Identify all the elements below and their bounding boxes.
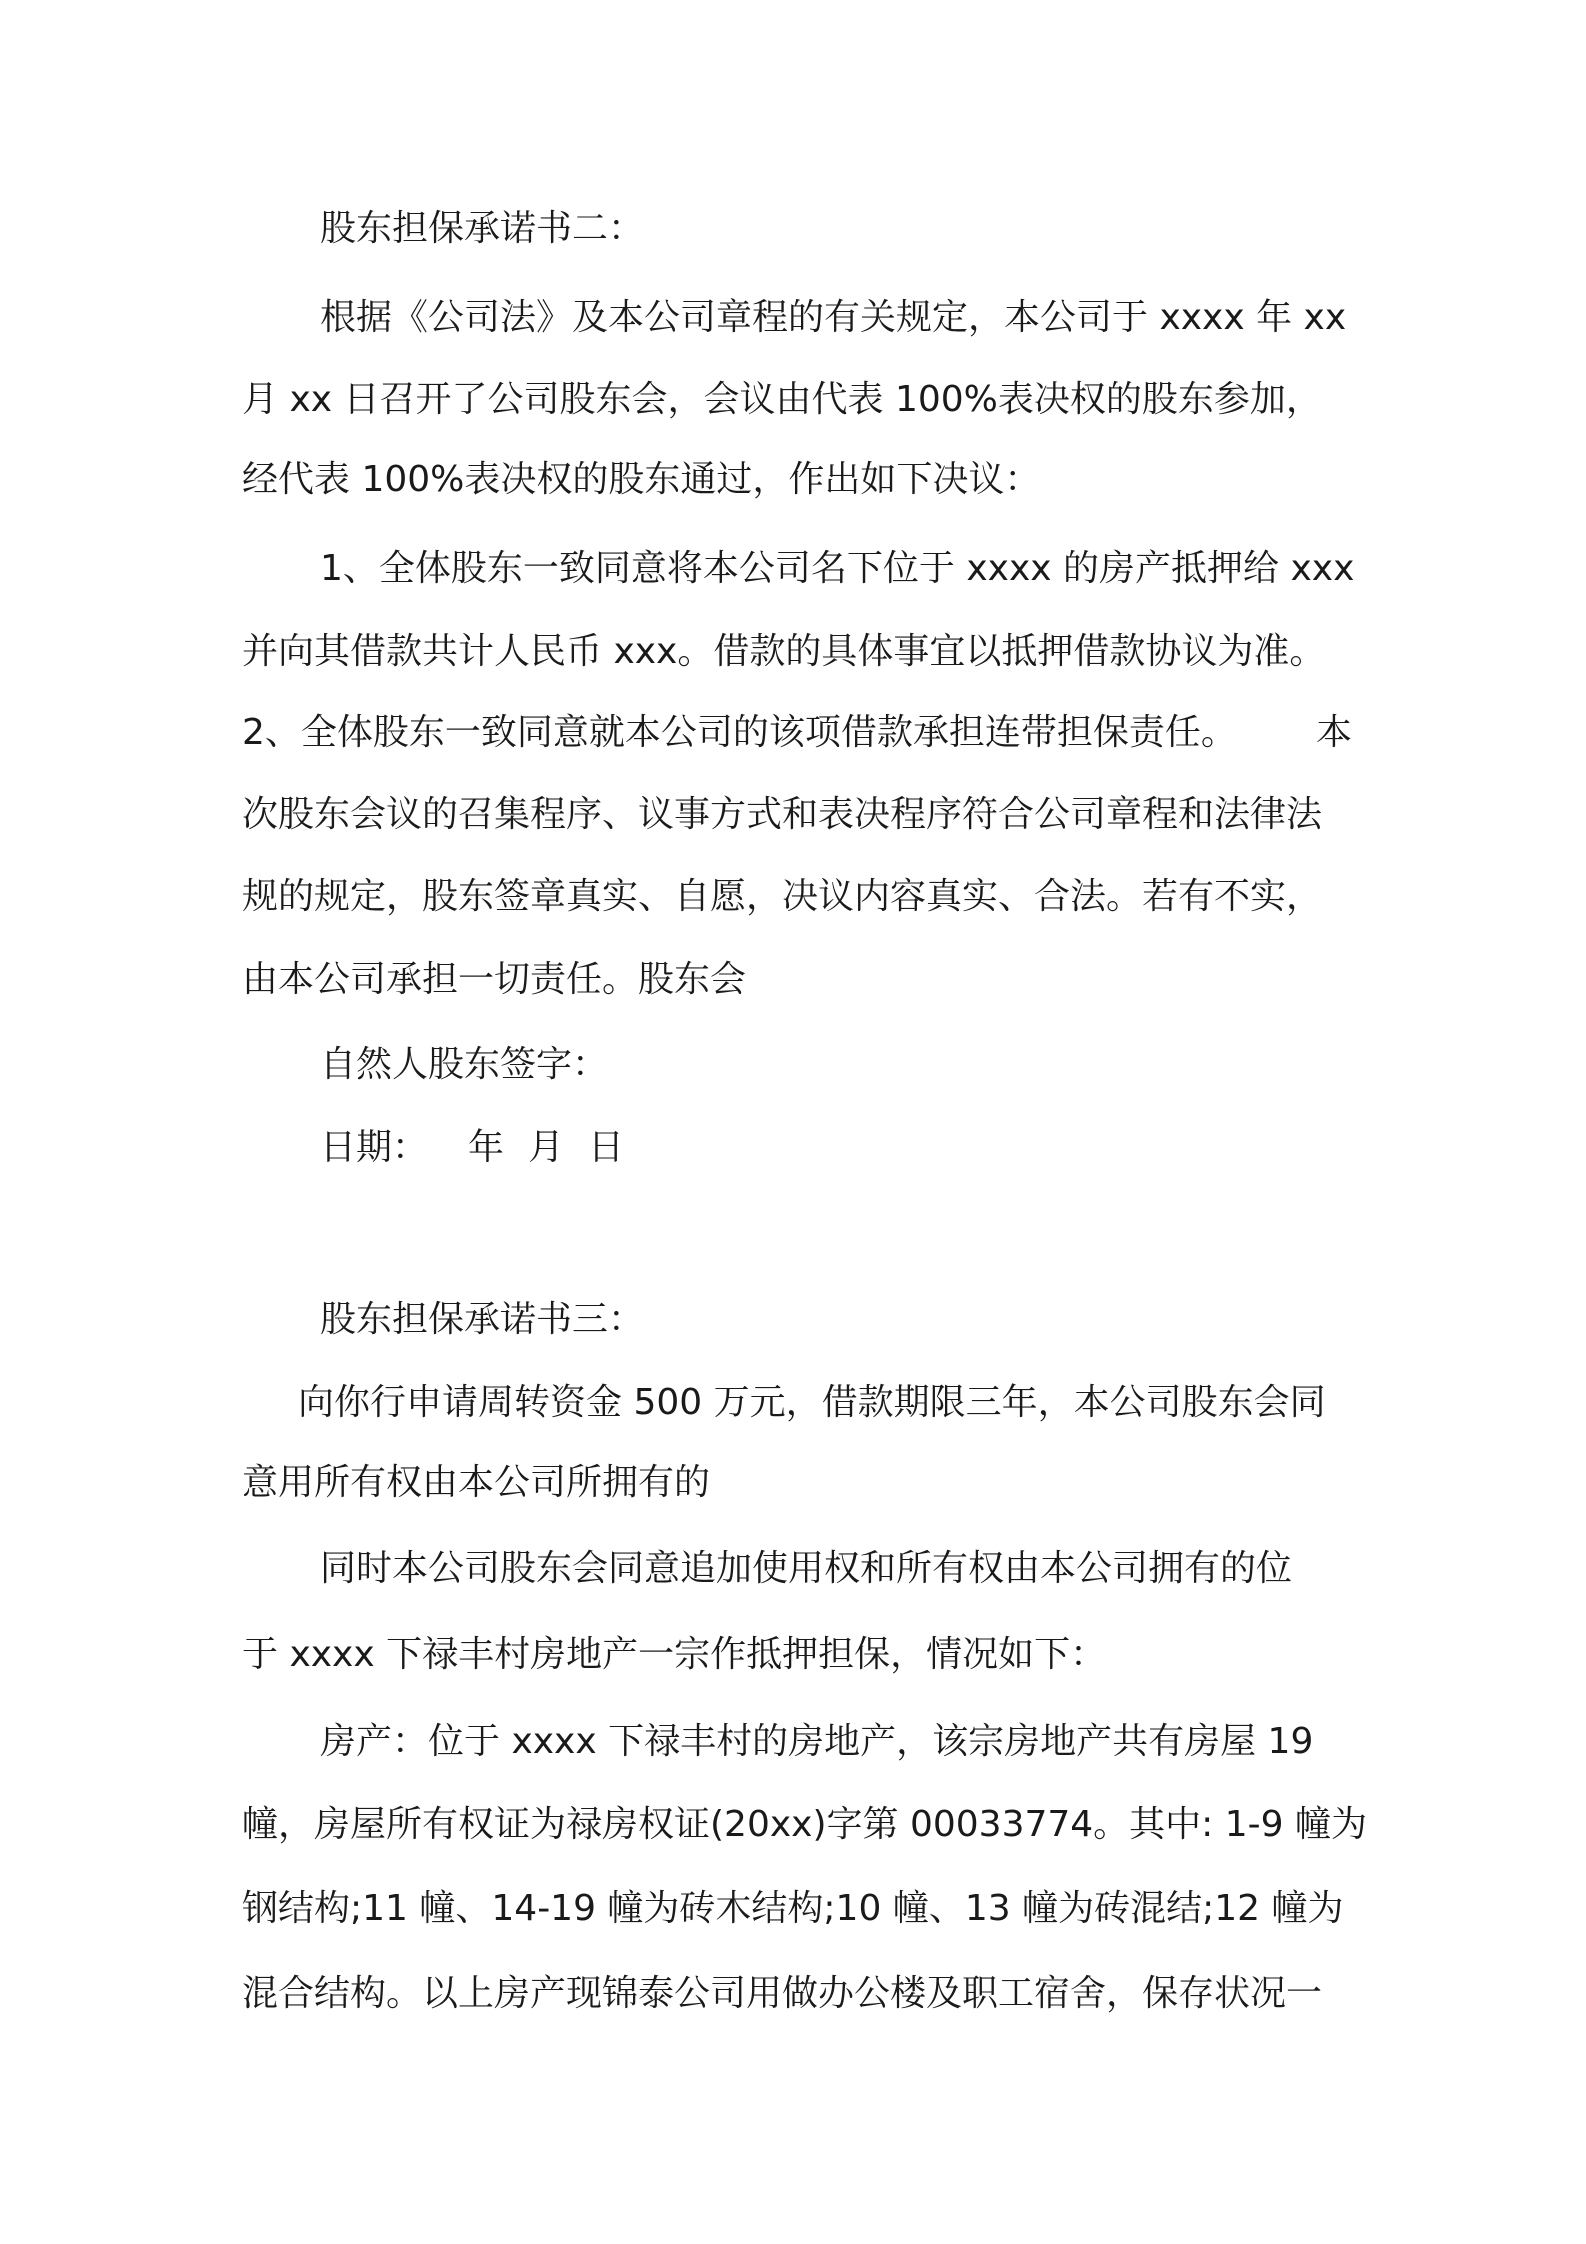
- section2-heading: 股东担保承诺书二：: [320, 208, 645, 249]
- section3-paragraph3-line3: 钢结构;11 幢、14-19 幢为砖木结构;10 幢、13 幢为砖混结;12 幢为: [242, 1888, 1344, 1929]
- section3-paragraph2-line1: 同时本公司股东会同意追加使用权和所有权由本公司拥有的位: [320, 1548, 1293, 1589]
- section2-paragraph2-line6: 由本公司承担一切责任。股东会: [242, 959, 747, 1000]
- section2-paragraph2-line2: 并向其借款共计人民币 xxx。借款的具体事宜以抵押借款协议为准。: [242, 631, 1326, 672]
- section2-paragraph2-line5: 规的规定，股东签章真实、自愿，决议内容真实、合法。若有不实，: [242, 876, 1323, 917]
- section3-paragraph3-line4: 混合结构。以上房产现锦泰公司用做办公楼及职工宿舍，保存状况一: [242, 1973, 1323, 2014]
- date-day: 日: [588, 1127, 625, 1168]
- section3-paragraph1-line1: 向你行申请周转资金 500 万元，借款期限三年，本公司股东会同: [298, 1382, 1326, 1423]
- section3-paragraph3-line2: 幢，房屋所有权证为禄房权证(20xx)字第 00033774。其中: 1-9 幢为: [242, 1804, 1368, 1845]
- section2-paragraph1-line3: 经代表 100%表决权的股东通过，作出如下决议：: [242, 459, 1041, 500]
- section3-heading: 股东担保承诺书三：: [320, 1299, 645, 1340]
- section2-paragraph2-line3-tail: 本: [1316, 712, 1353, 753]
- section3-paragraph3-line1: 房产：位于 xxxx 下禄丰村的房地产，该宗房地产共有房屋 19: [320, 1721, 1314, 1762]
- section3-paragraph2-line2: 于 xxxx 下禄丰村房地产一宗作抵押担保，情况如下：: [242, 1634, 1107, 1675]
- section2-paragraph1-line2: 月 xx 日召开了公司股东会，会议由代表 100%表决权的股东参加，: [242, 379, 1322, 420]
- signature-label: 自然人股东签字：: [320, 1044, 609, 1085]
- section2-paragraph2-line3: 2、全体股东一致同意就本公司的该项借款承担连带担保责任。: [242, 712, 1237, 753]
- date-label: 日期：: [320, 1127, 429, 1168]
- date-month: 月: [528, 1127, 565, 1168]
- date-line: [320, 1126, 624, 1170]
- section2-paragraph2-line4: 次股东会议的召集程序、议事方式和表决程序符合公司章程和法律法: [242, 794, 1323, 835]
- section2-paragraph2-line1: 1、全体股东一致同意将本公司名下位于 xxxx 的房产抵押给 xxx: [320, 548, 1355, 589]
- section2-paragraph1-line1: 根据《公司法》及本公司章程的有关规定，本公司于 xxxx 年 xx: [320, 297, 1347, 338]
- section3-paragraph1-line2: 意用所有权由本公司所拥有的: [242, 1462, 711, 1503]
- date-year: 年: [468, 1127, 505, 1168]
